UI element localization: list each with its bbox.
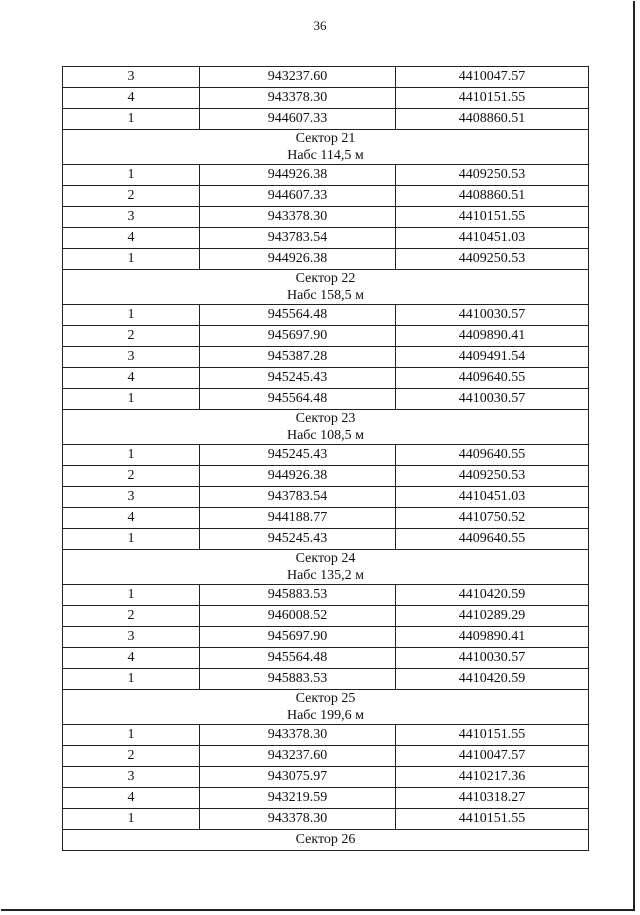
sector-header [63, 410, 589, 445]
y-coordinate-cell: 4410750.52 [396, 508, 589, 529]
y-coordinate-cell: 4410289.29 [396, 606, 589, 627]
sector-title: Сектор 25 [295, 691, 356, 706]
point-number-cell: 1 [63, 305, 200, 326]
y-coordinate-cell: 4408860.51 [396, 109, 589, 130]
point-number-cell: 2 [63, 606, 200, 627]
y-coordinate-cell: 4409890.41 [396, 627, 589, 648]
x-coordinate-cell: 945883.53 [200, 669, 396, 690]
sector-title: Сектор 24 [295, 551, 356, 566]
y-coordinate-cell: 4409640.55 [396, 529, 589, 550]
point-number-cell: 2 [63, 186, 200, 207]
point-number-cell: 1 [63, 445, 200, 466]
sector-elevation: Набс 158,5 м [286, 288, 365, 303]
table-row [63, 347, 589, 368]
y-coordinate-cell: 4410420.59 [396, 585, 589, 606]
point-number-cell: 3 [63, 767, 200, 788]
table-row [63, 207, 589, 228]
sector-elevation: Набс 199,6 м [286, 708, 365, 723]
point-number-cell: 2 [63, 326, 200, 347]
sector-header-row [63, 270, 589, 305]
sector-title: Сектор 22 [295, 271, 356, 286]
table-row [63, 648, 589, 669]
table-row [63, 725, 589, 746]
y-coordinate-cell: 4409640.55 [396, 445, 589, 466]
x-coordinate-cell: 943378.30 [200, 88, 396, 109]
y-coordinate-cell: 4409890.41 [396, 326, 589, 347]
point-number-cell: 4 [63, 228, 200, 249]
table-row [63, 228, 589, 249]
coordinates-table [62, 66, 589, 851]
table-row [63, 109, 589, 130]
coordinates-table-body [63, 67, 589, 851]
table-row [63, 746, 589, 767]
x-coordinate-cell: 945245.43 [200, 529, 396, 550]
x-coordinate-cell: 944607.33 [200, 109, 396, 130]
point-number-cell: 4 [63, 368, 200, 389]
x-coordinate-cell: 944926.38 [200, 466, 396, 487]
table-row [63, 368, 589, 389]
table-row [63, 186, 589, 207]
y-coordinate-cell: 4410030.57 [396, 648, 589, 669]
x-coordinate-cell: 944926.38 [200, 249, 396, 270]
y-coordinate-cell: 4410451.03 [396, 487, 589, 508]
point-number-cell: 3 [63, 627, 200, 648]
y-coordinate-cell: 4410151.55 [396, 88, 589, 109]
sector-header-row [63, 130, 589, 165]
point-number-cell: 1 [63, 585, 200, 606]
sector-header [63, 830, 589, 851]
x-coordinate-cell: 945245.43 [200, 445, 396, 466]
y-coordinate-cell: 4410030.57 [396, 389, 589, 410]
y-coordinate-cell: 4409250.53 [396, 165, 589, 186]
y-coordinate-cell: 4410151.55 [396, 809, 589, 830]
x-coordinate-cell: 945564.48 [200, 305, 396, 326]
x-coordinate-cell: 943378.30 [200, 207, 396, 228]
table-row [63, 305, 589, 326]
point-number-cell: 4 [63, 648, 200, 669]
table-row [63, 88, 589, 109]
sector-header [63, 690, 589, 725]
page-number: 36 [313, 18, 327, 33]
x-coordinate-cell: 945697.90 [200, 627, 396, 648]
table-row [63, 445, 589, 466]
y-coordinate-cell: 4410217.36 [396, 767, 589, 788]
x-coordinate-cell: 943075.97 [200, 767, 396, 788]
sector-header-row [63, 550, 589, 585]
table-row [63, 466, 589, 487]
table-row [63, 809, 589, 830]
y-coordinate-cell: 4410151.55 [396, 725, 589, 746]
point-number-cell: 1 [63, 725, 200, 746]
y-coordinate-cell: 4410151.55 [396, 207, 589, 228]
table-row [63, 67, 589, 88]
y-coordinate-cell: 4408860.51 [396, 186, 589, 207]
point-number-cell: 3 [63, 487, 200, 508]
x-coordinate-cell: 946008.52 [200, 606, 396, 627]
x-coordinate-cell: 943378.30 [200, 809, 396, 830]
y-coordinate-cell: 4410047.57 [396, 746, 589, 767]
point-number-cell: 3 [63, 347, 200, 368]
point-number-cell: 2 [63, 466, 200, 487]
point-number-cell: 4 [63, 788, 200, 809]
point-number-cell: 1 [63, 165, 200, 186]
table-row [63, 788, 589, 809]
table-row [63, 669, 589, 690]
sector-title: Сектор 21 [295, 131, 356, 146]
x-coordinate-cell: 943237.60 [200, 746, 396, 767]
x-coordinate-cell: 945387.28 [200, 347, 396, 368]
point-number-cell: 1 [63, 109, 200, 130]
y-coordinate-cell: 4410420.59 [396, 669, 589, 690]
y-coordinate-cell: 4410047.57 [396, 67, 589, 88]
table-row [63, 326, 589, 347]
table-row [63, 249, 589, 270]
sector-header [63, 550, 589, 585]
x-coordinate-cell: 943783.54 [200, 228, 396, 249]
sector-header [63, 270, 589, 305]
table-row [63, 389, 589, 410]
x-coordinate-cell: 944607.33 [200, 186, 396, 207]
point-number-cell: 1 [63, 529, 200, 550]
y-coordinate-cell: 4409250.53 [396, 466, 589, 487]
table-row [63, 529, 589, 550]
sector-header [63, 130, 589, 165]
point-number-cell: 3 [63, 67, 200, 88]
table-row [63, 165, 589, 186]
y-coordinate-cell: 4410318.27 [396, 788, 589, 809]
x-coordinate-cell: 943783.54 [200, 487, 396, 508]
point-number-cell: 4 [63, 88, 200, 109]
x-coordinate-cell: 944188.77 [200, 508, 396, 529]
table-row [63, 627, 589, 648]
sector-title: Сектор 23 [295, 411, 356, 426]
y-coordinate-cell: 4410030.57 [396, 305, 589, 326]
point-number-cell: 1 [63, 809, 200, 830]
sector-elevation: Набс 114,5 м [287, 148, 364, 163]
x-coordinate-cell: 945564.48 [200, 389, 396, 410]
x-coordinate-cell: 945245.43 [200, 368, 396, 389]
y-coordinate-cell: 4409640.55 [396, 368, 589, 389]
point-number-cell: 1 [63, 389, 200, 410]
table-row [63, 767, 589, 788]
point-number-cell: 3 [63, 207, 200, 228]
sector-elevation: Набс 108,5 м [286, 428, 365, 443]
point-number-cell: 1 [63, 249, 200, 270]
sector-header-row [63, 830, 589, 851]
x-coordinate-cell: 944926.38 [200, 165, 396, 186]
point-number-cell: 1 [63, 669, 200, 690]
x-coordinate-cell: 943219.59 [200, 788, 396, 809]
x-coordinate-cell: 945883.53 [200, 585, 396, 606]
y-coordinate-cell: 4410451.03 [396, 228, 589, 249]
table-row [63, 508, 589, 529]
table-row [63, 487, 589, 508]
x-coordinate-cell: 943378.30 [200, 725, 396, 746]
y-coordinate-cell: 4409250.53 [396, 249, 589, 270]
table-row [63, 585, 589, 606]
point-number-cell: 4 [63, 508, 200, 529]
table-row [63, 606, 589, 627]
sector-header-row [63, 690, 589, 725]
point-number-cell: 2 [63, 746, 200, 767]
x-coordinate-cell: 945564.48 [200, 648, 396, 669]
y-coordinate-cell: 4409491.54 [396, 347, 589, 368]
sector-elevation: Набс 135,2 м [286, 568, 365, 583]
sector-title: Сектор 26 [295, 832, 356, 847]
x-coordinate-cell: 943237.60 [200, 67, 396, 88]
x-coordinate-cell: 945697.90 [200, 326, 396, 347]
sector-header-row [63, 410, 589, 445]
